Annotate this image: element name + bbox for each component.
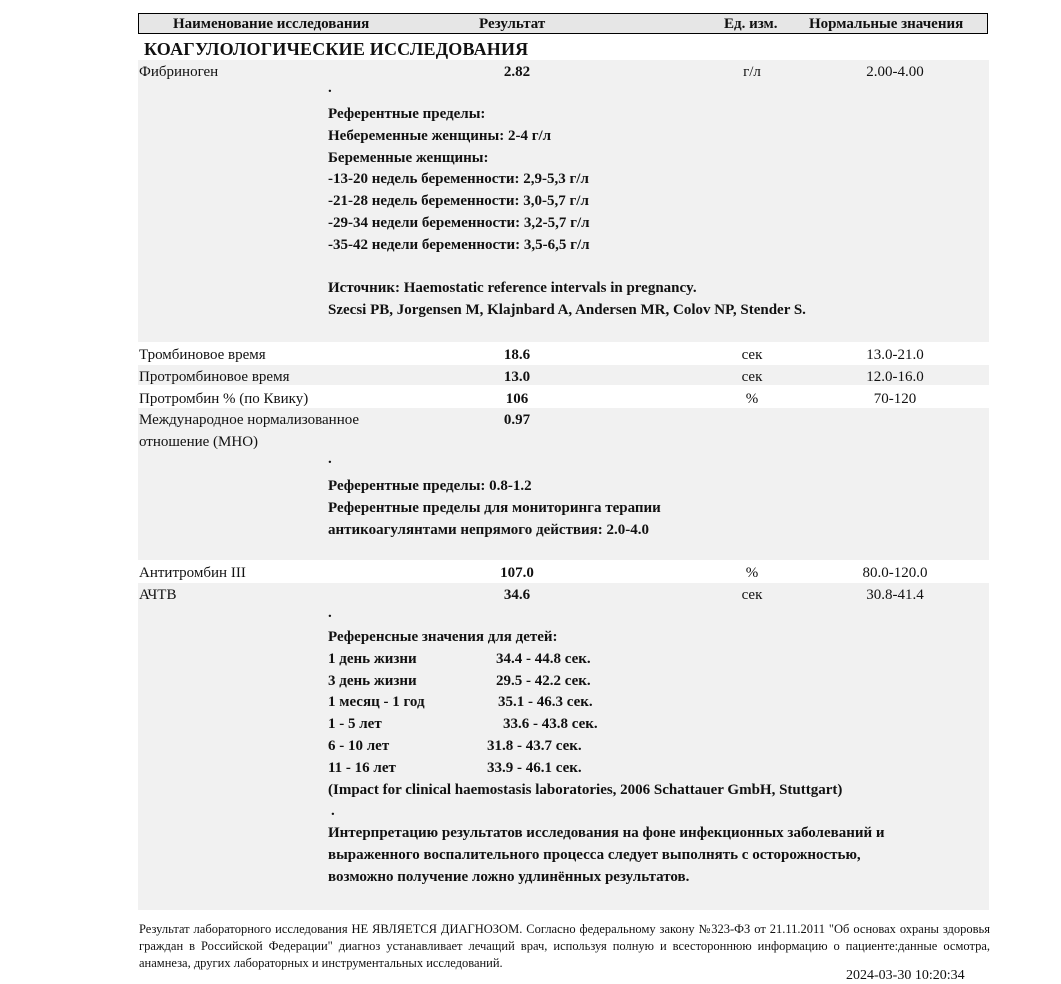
pediatric-age: 1 - 5 лет xyxy=(328,716,382,733)
aptt-dot: . xyxy=(328,605,332,621)
note-line: возможно получение ложно удлинённых результатов. xyxy=(328,868,690,885)
pediatric-row xyxy=(328,714,988,736)
pediatric-title: Референсные значения для детей: xyxy=(328,629,558,645)
note-line: Референтные пределы: xyxy=(328,106,486,122)
pediatric-age: 1 месяц - 1 год xyxy=(328,694,425,711)
note-line: Интерпретацию результатов исследования на фоне инфекционных заболеваний и xyxy=(328,825,885,841)
note-line xyxy=(328,257,806,279)
header-name: Наименование исследования xyxy=(173,16,370,32)
pediatric-value: 31.8 - 43.7 сек. xyxy=(487,737,582,754)
prothrombin-pct-unit: % xyxy=(745,391,759,407)
aptt-name: АЧТВ xyxy=(139,587,177,603)
table-header xyxy=(138,13,988,34)
antithrombin-name: Антитромбин III xyxy=(139,565,246,581)
pediatric-value: 33.6 - 43.8 сек. xyxy=(503,716,598,733)
pediatric-source: (Impact for clinical haemostasis laboratories, 2006 Schattauer GmbH, Stuttgart) xyxy=(328,781,843,798)
note-line: -29-34 недели беременности: 3,2-5,7 г/л xyxy=(328,214,590,231)
inr-note xyxy=(328,476,661,541)
pediatric-value: 34.4 - 44.8 сек. xyxy=(496,650,591,667)
prothrombin-time-name: Протромбиновое время xyxy=(139,369,290,385)
note-line: выраженного воспалительного процесса следует выполнять с осторожностью, xyxy=(328,846,861,863)
pediatric-age: 3 день жизни xyxy=(328,672,417,689)
prothrombin-pct-result: 106 xyxy=(505,391,529,407)
inr-dot: . xyxy=(328,451,332,467)
note-line: Референтные пределы: 0.8-1.2 xyxy=(328,478,532,494)
inr-name-line2: отношение (МНО) xyxy=(139,434,259,450)
thrombin-time-name: Тромбиновое время xyxy=(139,347,266,363)
thrombin-time-norm: 13.0-21.0 xyxy=(866,347,924,363)
note-line: -21-28 недель беременности: 3,0-5,7 г/л xyxy=(328,193,589,210)
inr-result: 0.97 xyxy=(503,412,531,428)
pediatric-value: 29.5 - 42.2 сек. xyxy=(496,672,591,689)
antithrombin-unit: % xyxy=(745,565,759,581)
prothrombin-time-norm: 12.0-16.0 xyxy=(866,369,924,385)
thrombin-time-unit: сек xyxy=(741,347,763,363)
note-line: Беременные женщины: xyxy=(328,149,489,166)
note-line: Небеременные женщины: 2-4 г/л xyxy=(328,127,552,144)
note-line: -35-42 недели беременности: 3,5-6,5 г/л xyxy=(328,236,590,253)
aptt-note xyxy=(328,627,988,801)
aptt-norm: 30.8-41.4 xyxy=(866,587,924,603)
fibrinogen-name: Фибриноген xyxy=(139,64,219,80)
antithrombin-norm: 80.0-120.0 xyxy=(862,565,928,581)
section-title: КОАГУЛОЛОГИЧЕСКИЕ ИССЛЕДОВАНИЯ xyxy=(144,39,529,59)
prothrombin-pct-norm: 70-120 xyxy=(873,391,917,407)
note-line: Szecsi PB, Jorgensen M, Klajnbard A, Andersen MR, Colov NP, Stender S. xyxy=(328,302,806,319)
fibrinogen-norm: 2.00-4.00 xyxy=(866,64,924,80)
header-unit: Ед. изм. xyxy=(724,16,778,32)
antithrombin-result: 107.0 xyxy=(500,565,534,581)
fibrinogen-unit: г/л xyxy=(743,64,761,80)
note-line: антикоагулянтами непрямого действия: 2.0-4.0 xyxy=(328,521,649,538)
prothrombin-time-result: 13.0 xyxy=(503,369,531,385)
header-norm: Нормальные значения xyxy=(809,16,964,32)
pediatric-row xyxy=(328,692,988,714)
pediatric-value: 35.1 - 46.3 сек. xyxy=(498,694,593,711)
pediatric-age: 1 день жизни xyxy=(328,650,417,667)
note-line: Источник: Haemostatic reference intervals in pregnancy. xyxy=(328,280,697,297)
fibrinogen-note xyxy=(328,104,806,322)
prothrombin-time-unit: сек xyxy=(741,369,763,385)
pediatric-row xyxy=(328,649,988,671)
inr-name-line1: Международное нормализованное xyxy=(139,412,360,428)
thrombin-time-result: 18.6 xyxy=(503,347,531,363)
header-result: Результат xyxy=(479,16,546,32)
pediatric-row xyxy=(328,758,988,780)
pediatric-age: 11 - 16 лет xyxy=(328,759,396,776)
pediatric-row xyxy=(328,671,988,693)
pediatric-value: 33.9 - 46.1 сек. xyxy=(487,759,582,776)
pediatric-age: 6 - 10 лет xyxy=(328,737,390,754)
fibrinogen-dot: . xyxy=(328,80,332,96)
footer-timestamp: 2024-03-30 10:20:34 xyxy=(846,968,965,983)
aptt-result: 34.6 xyxy=(503,587,531,603)
fibrinogen-result: 2.82 xyxy=(503,64,531,80)
pediatric-row xyxy=(328,736,988,758)
note-line: Референтные пределы для мониторинга терапии xyxy=(328,499,661,516)
aptt-dot-2: . xyxy=(331,803,335,819)
footer-disclaimer: Результат лабораторного исследования НЕ ЯВЛЯЕТСЯ ДИАГНОЗОМ. Согласно федеральному закону №323-ФЗ от 21.11.2011 "Об основах охраны здоровья граждан в Российской Федерации" диагноз устанавливает лечащий врач, используя полную и всестороннюю информацию о пациенте:данные осмотра, анамнеза, других лабораторных и инструментальных исследований. xyxy=(139,922,990,970)
aptt-unit: сек xyxy=(741,587,763,603)
aptt-interpretation xyxy=(328,823,885,888)
note-line: -13-20 недель беременности: 2,9-5,3 г/л xyxy=(328,171,589,188)
prothrombin-pct-name: Протромбин % (по Квику) xyxy=(139,391,309,407)
